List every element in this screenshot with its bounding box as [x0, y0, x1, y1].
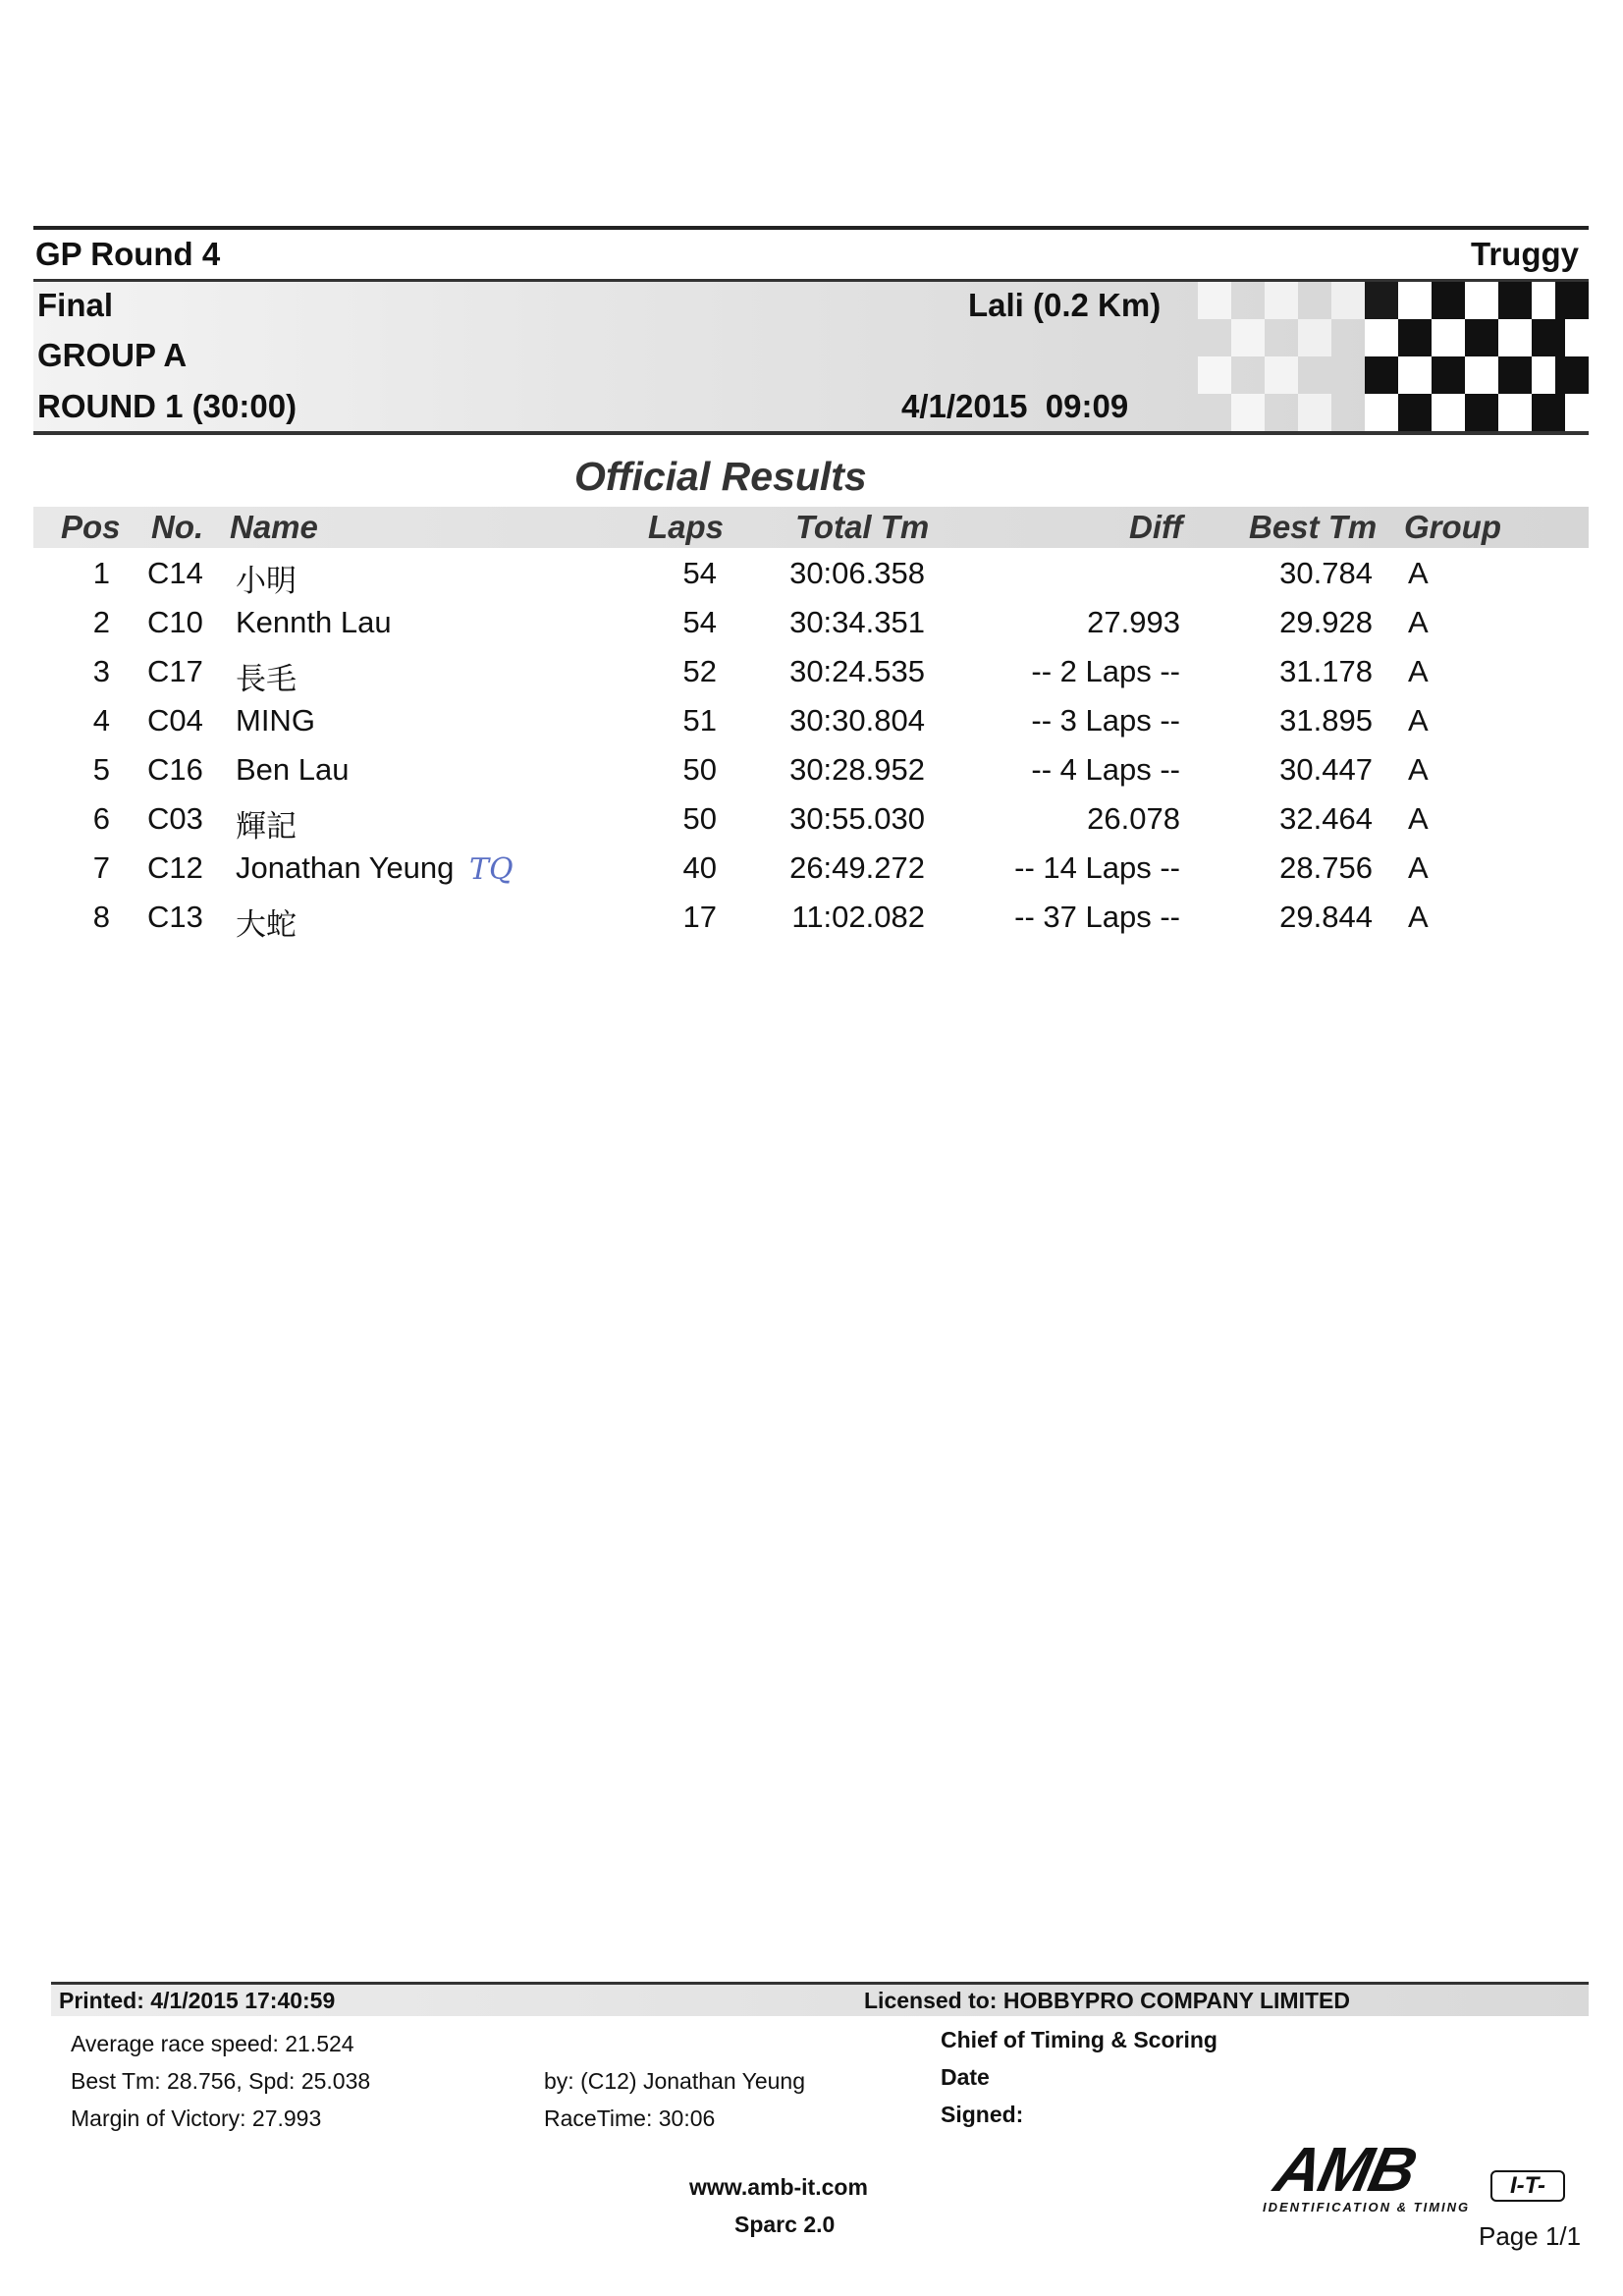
row-car-number: C16: [147, 752, 203, 787]
row-total-time: 26:49.272: [789, 850, 925, 885]
printed-timestamp: Printed: 4/1/2015 17:40:59: [59, 1988, 336, 2013]
row-group: A: [1408, 850, 1429, 885]
row-diff: -- 37 Laps --: [1014, 900, 1180, 934]
header-top-rule: [33, 226, 1589, 230]
row-driver-name: Jonathan Yeung: [236, 850, 455, 885]
row-driver-name: MING: [236, 703, 315, 738]
row-total-time: 30:30.804: [789, 703, 925, 738]
chief-of-timing-label: Chief of Timing & Scoring: [941, 2027, 1217, 2052]
row-group: A: [1408, 556, 1429, 590]
row-laps: 51: [682, 703, 717, 738]
row-best-time: 29.928: [1279, 605, 1373, 639]
row-driver-name: Ben Lau: [236, 752, 350, 787]
row-car-number: C12: [147, 850, 203, 885]
row-group: A: [1408, 654, 1429, 688]
col-header-diff: Diff: [1129, 509, 1183, 545]
row-group: A: [1408, 605, 1429, 639]
signed-label: Signed:: [941, 2102, 1024, 2127]
amb-logo-suffix: I-T-: [1490, 2170, 1565, 2202]
row-group: A: [1408, 752, 1429, 787]
row-diff: -- 3 Laps --: [1031, 703, 1180, 738]
row-car-number: C14: [147, 556, 203, 590]
row-diff: -- 2 Laps --: [1031, 654, 1180, 688]
row-diff: 26.078: [1087, 801, 1180, 836]
col-header-name: Name: [230, 509, 318, 545]
row-diff: -- 14 Laps --: [1014, 850, 1180, 885]
round-label: ROUND 1 (30:00): [37, 388, 298, 424]
row-total-time: 30:24.535: [789, 654, 925, 688]
average-race-speed: Average race speed: 21.524: [71, 2031, 354, 2056]
row-car-number: C04: [147, 703, 203, 738]
row-pos: 6: [92, 801, 110, 836]
row-total-time: 11:02.082: [791, 900, 925, 934]
license-text: Licensed to: HOBBYPRO COMPANY LIMITED: [864, 1988, 1350, 2013]
row-car-number: C10: [147, 605, 203, 639]
row-pos: 1: [92, 556, 110, 590]
race-datetime: 4/1/2015 09:09: [901, 388, 1129, 424]
row-total-time: 30:06.358: [789, 556, 925, 590]
row-driver-name: 小明: [236, 564, 297, 598]
row-driver-name: Kennth Lau: [236, 605, 392, 639]
row-laps: 50: [682, 801, 717, 836]
col-header-laps: Laps: [648, 509, 725, 545]
row-best-time: 32.464: [1279, 801, 1373, 836]
row-best-time: 29.844: [1279, 900, 1373, 934]
row-best-time: 30.784: [1279, 556, 1373, 590]
row-best-time: 30.447: [1279, 752, 1373, 787]
row-laps: 52: [682, 654, 717, 688]
checkered-flag-icon: [1198, 282, 1589, 431]
row-pos: 4: [92, 703, 110, 738]
row-best-time: 31.895: [1279, 703, 1373, 738]
date-label: Date: [941, 2064, 990, 2090]
col-header-no: No.: [151, 509, 204, 545]
best-time-speed: Best Tm: 28.756, Spd: 25.038: [71, 2068, 371, 2094]
row-group: A: [1408, 801, 1429, 836]
row-pos: 7: [92, 850, 110, 885]
row-total-time: 30:55.030: [789, 801, 925, 836]
row-driver-name: 輝記: [236, 809, 297, 844]
col-header-pos: Pos: [61, 509, 121, 545]
event-title: GP Round 4: [35, 236, 221, 272]
row-best-time: 28.756: [1279, 850, 1373, 885]
amb-logo: [1257, 2134, 1591, 2219]
row-driver-name: 大蛇: [236, 907, 297, 942]
row-car-number: C03: [147, 801, 203, 836]
col-header-total-tm: Total Tm: [795, 509, 930, 545]
row-laps: 17: [682, 900, 717, 934]
race-type: Final: [37, 287, 114, 323]
header-bottom-rule: [33, 431, 1589, 435]
row-pos: 5: [92, 752, 110, 787]
row-driver-name: 長毛: [236, 662, 297, 696]
group-label: GROUP A: [37, 337, 188, 373]
row-laps: 50: [682, 752, 717, 787]
page-number: Page 1/1: [1479, 2221, 1582, 2251]
website-link[interactable]: www.amb-it.com: [689, 2174, 868, 2200]
row-diff: 27.993: [1087, 605, 1180, 639]
row-group: A: [1408, 703, 1429, 738]
row-laps: 54: [682, 605, 717, 639]
row-diff: -- 4 Laps --: [1031, 752, 1180, 787]
row-laps: 54: [682, 556, 717, 590]
software-version: Sparc 2.0: [734, 2212, 836, 2237]
row-group: A: [1408, 900, 1429, 934]
row-car-number: C17: [147, 654, 203, 688]
results-title: Official Results: [574, 454, 867, 499]
amb-logo-tagline: IDENTIFICATION & TIMING: [1263, 2200, 1471, 2214]
row-best-time: 31.178: [1279, 654, 1373, 688]
row-pos: 8: [92, 900, 110, 934]
race-time: RaceTime: 30:06: [544, 2105, 716, 2131]
amb-logo-text: AMB: [1269, 2134, 1422, 2205]
col-header-group: Group: [1404, 509, 1501, 545]
row-car-number: C13: [147, 900, 203, 934]
handwritten-tq-note: TQ: [469, 852, 514, 887]
row-total-time: 30:28.952: [789, 752, 925, 787]
row-pos: 2: [92, 605, 110, 639]
margin-of-victory: Margin of Victory: 27.993: [71, 2105, 322, 2131]
class-name: Truggy: [1471, 236, 1580, 272]
row-total-time: 30:34.351: [789, 605, 925, 639]
track-name: Lali (0.2 Km): [968, 287, 1162, 323]
col-header-best-tm: Best Tm: [1249, 509, 1378, 545]
row-laps: 40: [682, 850, 717, 885]
best-lap-driver: by: (C12) Jonathan Yeung: [544, 2068, 805, 2094]
row-pos: 3: [92, 654, 110, 688]
